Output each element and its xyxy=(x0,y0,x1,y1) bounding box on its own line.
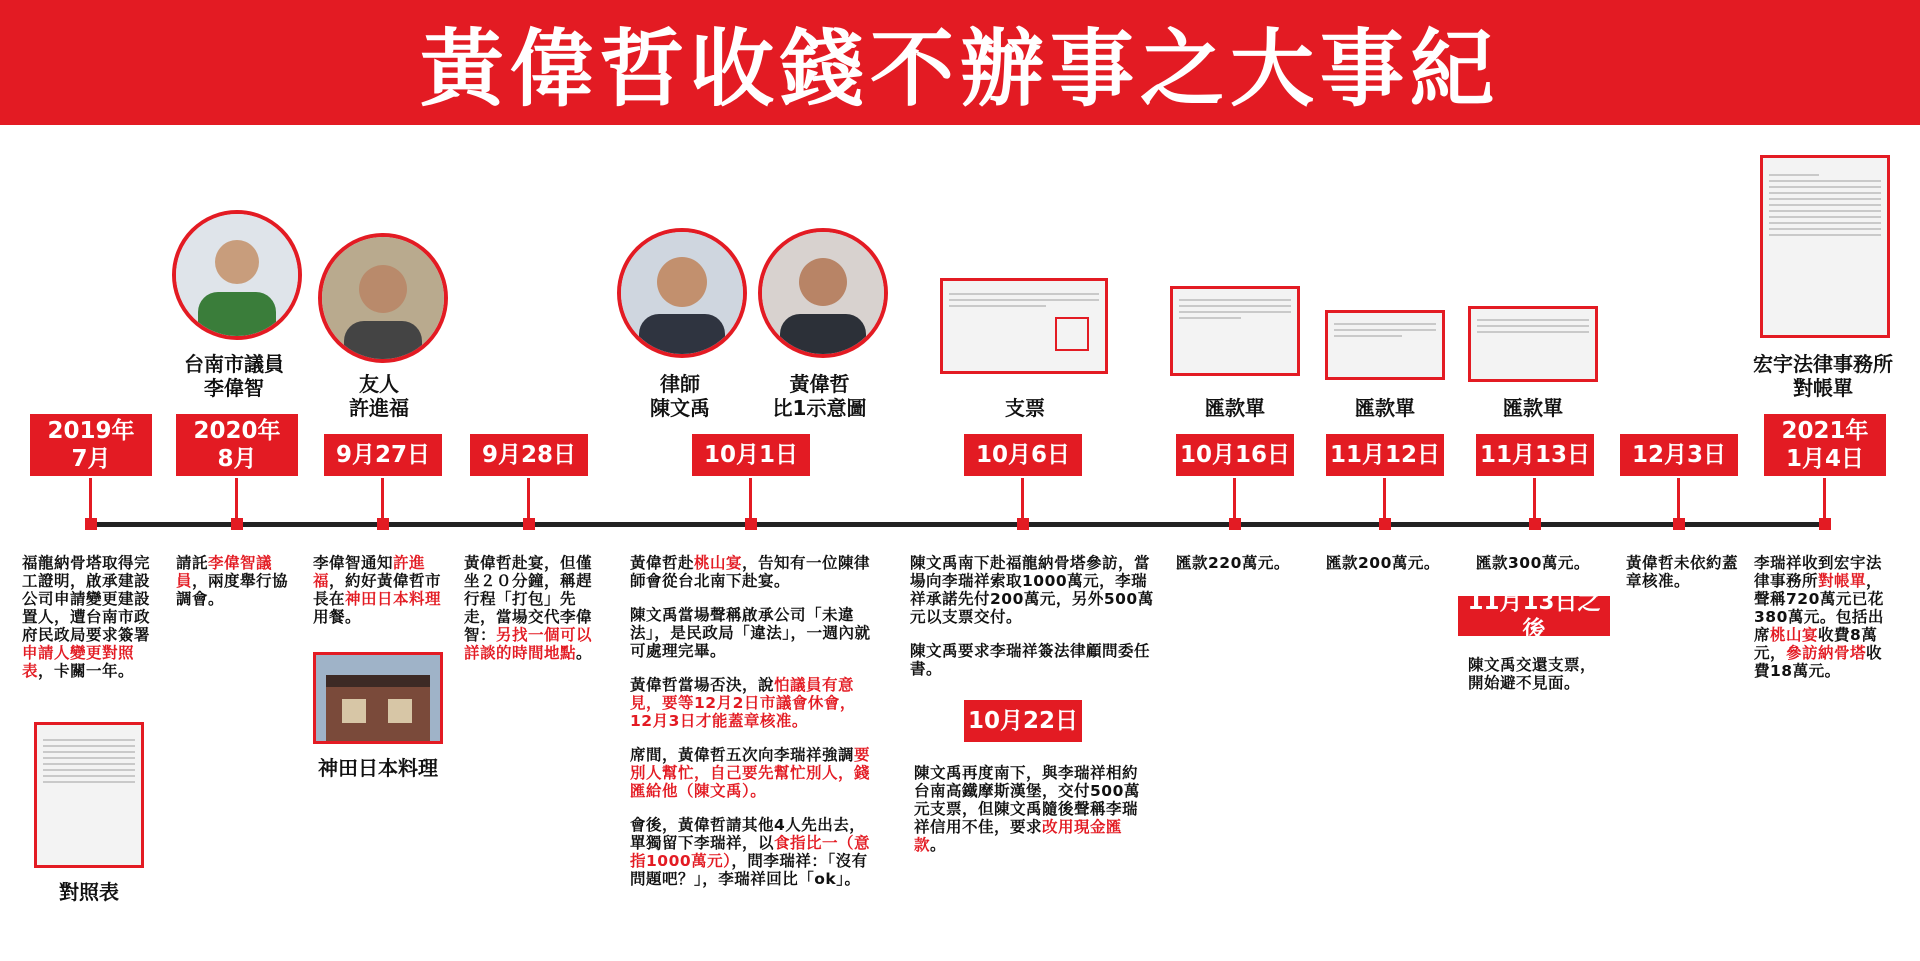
date-2021-0104: 2021年 1月4日 xyxy=(1764,414,1886,476)
caption-chen-wen-yu: 律師 陳文禹 xyxy=(650,372,710,420)
timeline-marker xyxy=(745,518,757,530)
portrait-li-wei-zhi xyxy=(172,210,302,340)
date-2020-08: 2020年 8月 xyxy=(176,414,298,476)
caption-comparison-form: 對照表 xyxy=(59,880,119,904)
timeline-stem xyxy=(1021,478,1024,522)
date-1006: 10月6日 xyxy=(964,434,1082,476)
timeline-marker xyxy=(1673,518,1685,530)
caption-statement: 宏宇法律事務所 對帳單 xyxy=(1753,352,1893,400)
timeline-stem xyxy=(1823,478,1826,522)
timeline-marker xyxy=(85,518,97,530)
timeline-axis xyxy=(88,522,1828,527)
event-1022: 陳文禹再度南下，與李瑞祥相約台南高鐵摩斯漢堡，交付500萬元支票，但陳文禹隨後聲稱李瑞祥信用不佳，要求改用現金匯款。 xyxy=(914,764,1140,854)
event-1006: 陳文禹南下赴福龍納骨塔參訪，當場向李瑞祥索取1000萬元，李瑞祥承諾先付200萬元，另外500萬元以支票交付。 陳文禹要求李瑞祥簽法律顧問委任書。 xyxy=(910,554,1154,678)
timeline-stem xyxy=(1383,478,1386,522)
remittance-slip-1113-image xyxy=(1468,306,1598,382)
statement-image xyxy=(1760,155,1890,338)
portrait-xu-jin-fu xyxy=(318,233,448,363)
event-1112: 匯款200萬元。 xyxy=(1326,554,1440,572)
timeline-stem xyxy=(381,478,384,522)
comparison-form-image xyxy=(34,722,144,868)
date-1113: 11月13日 xyxy=(1476,434,1594,476)
timeline-marker xyxy=(231,518,243,530)
page-title: 黃偉哲收錢不辦事之大事紀 xyxy=(419,20,1500,118)
remittance-slip-1016-image xyxy=(1170,286,1300,376)
timeline-stem xyxy=(1533,478,1536,522)
timeline-stem xyxy=(1677,478,1680,522)
caption-remittance-1: 匯款單 xyxy=(1205,396,1265,420)
caption-xu-jin-fu: 友人 許進福 xyxy=(349,372,409,420)
timeline-marker xyxy=(1229,518,1241,530)
caption-restaurant: 神田日本料理 xyxy=(318,756,438,780)
date-1022: 10月22日 xyxy=(964,700,1082,742)
timeline-stem xyxy=(527,478,530,522)
date-1203: 12月3日 xyxy=(1620,434,1738,476)
caption-check: 支票 xyxy=(1005,396,1045,420)
date-0927: 9月27日 xyxy=(324,434,442,476)
event-0927: 李偉智通知許進福，約好黃偉哲市長在神田日本料理用餐。 xyxy=(313,554,442,626)
timeline-marker xyxy=(377,518,389,530)
date-0928: 9月28日 xyxy=(470,434,588,476)
portrait-huang-wei-zhe xyxy=(758,228,888,358)
timeline-stem xyxy=(1233,478,1236,522)
event-1001: 黃偉哲赴桃山宴，告知有一位陳律師會從台北南下赴宴。 陳文禹當場聲稱啟承公司「未違法」，是民政局「違法」，一週內就可處理完畢。 黃偉哲當場否決，說怕議員有意見，要等12月2日市議會休會，12月3日才能蓋章核准。 席間，黃偉哲五次向李瑞祥強調要別人幫忙，自己要先幫忙別人，錢匯給他（陳文禹）。 會後，黃偉哲請其他4人先出去，單獨留下李瑞祥，以食指比一（意指1000萬元），問李瑞祥：「沒有問題吧？」，李瑞祥回比「ok」。 xyxy=(630,554,871,888)
event-after-1113: 陳文禹交還支票，開始避不見面。 xyxy=(1468,656,1597,692)
timeline-stem xyxy=(89,478,92,522)
caption-huang-wei-zhe: 黃偉哲 比1示意圖 xyxy=(772,372,867,420)
check-image xyxy=(940,278,1108,374)
timeline-marker xyxy=(1529,518,1541,530)
caption-remittance-3: 匯款單 xyxy=(1503,396,1563,420)
timeline-marker xyxy=(523,518,535,530)
event-2019-07: 福龍納骨塔取得完工證明，啟承建設公司申請變更建設置人，遭台南市政府民政局要求簽署申請人變更對照表，卡關一年。 xyxy=(22,554,151,680)
date-1016: 10月16日 xyxy=(1176,434,1294,476)
date-2019-07: 2019年 7月 xyxy=(30,414,152,476)
remittance-slip-1112-image xyxy=(1325,310,1445,380)
caption-li-wei-zhi: 台南市議員 李偉智 xyxy=(184,352,284,400)
event-1113: 匯款300萬元。 xyxy=(1476,554,1590,572)
timeline-stem xyxy=(749,478,752,522)
portrait-chen-wen-yu xyxy=(617,228,747,358)
date-1112: 11月12日 xyxy=(1326,434,1444,476)
event-2021-0104: 李瑞祥收到宏宇法律事務所對帳單，聲稱720萬元已花380萬元。包括出席桃山宴收費8萬元，參訪納骨塔收費18萬元。 xyxy=(1754,554,1884,680)
date-1001: 10月1日 xyxy=(692,434,810,476)
timeline-marker xyxy=(1379,518,1391,530)
restaurant-image xyxy=(313,652,443,744)
timeline-stem xyxy=(235,478,238,522)
event-1203: 黃偉哲未依約蓋章核准。 xyxy=(1626,554,1739,590)
event-0928: 黃偉哲赴宴，但僅坐２０分鐘，稱趕行程「打包」先走，當場交代李偉智：另找一個可以詳談的時間地點。 xyxy=(464,554,593,662)
header-banner xyxy=(0,0,1920,125)
date-after-1113: 11月13日之後 xyxy=(1458,596,1610,636)
timeline-marker xyxy=(1819,518,1831,530)
caption-remittance-2: 匯款單 xyxy=(1355,396,1415,420)
event-2020-08: 請託李偉智議員，兩度舉行協調會。 xyxy=(176,554,289,608)
timeline-marker xyxy=(1017,518,1029,530)
event-1016: 匯款220萬元。 xyxy=(1176,554,1290,572)
